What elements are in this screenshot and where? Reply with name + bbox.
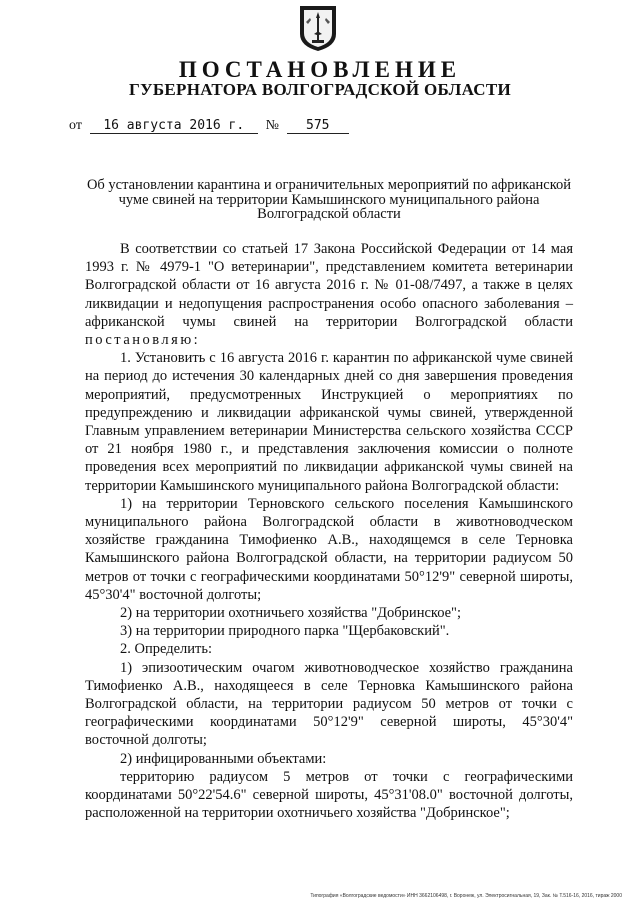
document-body (85, 240, 573, 823)
subject-line: Волгоградской области (257, 206, 401, 222)
paragraph-subitem: 1) на территории Терновского сельского поселения Камышинского муниципального района Волгоградской области в животноводческом хозяйстве гражданина Тимофиенко А.В., находящемся в селе Терновка Камышинского района Волгоградской области, на территории радиусом 50 метров от точки с географическими координатами 50°12'9" северной широты, 45°30'4" восточной долготы; (85, 495, 573, 603)
paragraph-item-2: 2. Определить: (120, 641, 213, 658)
document-number: 575 (287, 118, 349, 134)
document-date: 16 августа 2016 г. (90, 118, 258, 134)
paragraph-subitem: 1) эпизоотическим очагом животноводческое хозяйство гражданина Тимофиенко А.В., находящееся в селе Терновка Камышинского района Волгоградской области, на территории радиусом 50 метров от точки с географическими координатами 50°12'9" северной широты, 45°30'4" восточной долготы; (85, 659, 573, 749)
document-subject (85, 178, 573, 222)
subject-line: Об установлении карантина и ограничительных мероприятий по африканской (86, 177, 572, 193)
preamble-text: В соответствии со статьей 17 Закона Российской Федерации от 14 мая 1993 г. № 4979-1 "О ветеринарии", представлением комитета ветеринарии Волгоградской области от 16 августа 2016 г. № 01-08/7497, а также в целях ликвидации и недопущения распространения особо опасного заболевания – африканской чумы свиней на территории Волгоградской области (85, 241, 573, 330)
paragraph-item-1: 1. Установить с 16 августа 2016 г. карантин по африканской чуме свиней на период до истечения 30 календарных дней со дня завершения проведения мероприятий, предусмотренных Инструкцией о мероприятиях по предупреждению и ликвидации африканской чумы свиней, утвержденной Главным управлением ветеринарии Министерства сельского хозяйства СССР от 21 ноября 1980 г., и представления заключения комиссии о полноте проведения всех мероприятий по ликвидации африканской чумы свиней на территории Камышинского муниципального района Волгоградской области: (85, 350, 573, 494)
paragraph-subitem: 2) инфицированными объектами: (120, 750, 327, 767)
paragraph-subitem: 2) на территории охотничьего хозяйства "Добринское"; (120, 605, 462, 622)
paragraph-subitem: 3) на территории природного парка "Щербаковский". (120, 623, 450, 640)
printer-footer: Типография «Волгоградские ведомости» ИНН 3662106498, г. Воронеж, ул. Электросигнальная, 19, Зак. № Т.516-16, 2016, тираж 2000 (310, 893, 622, 899)
decree-word: постановляю: (85, 332, 201, 349)
paragraph-subitem: территорию радиусом 5 метров от точки с географическими координатами 50°22'54.6" северной широты, 45°31'08.0" восточной долготы, расположенной на территории охотничьего хозяйства "Добринское"; (85, 768, 573, 822)
document-title: ПОСТАНОВЛЕНИЕ (178, 57, 462, 82)
paragraph-preamble (85, 240, 573, 349)
dateline (69, 118, 349, 134)
number-label: № (265, 118, 279, 133)
subject-line: чуме свиней на территории Камышинского муниципального района (118, 191, 540, 208)
date-label: от (69, 118, 82, 133)
coat-of-arms-icon (298, 4, 338, 52)
document-issuer: ГУБЕРНАТОРА ВОЛГОГРАДСКОЙ ОБЛАСТИ (128, 80, 512, 99)
